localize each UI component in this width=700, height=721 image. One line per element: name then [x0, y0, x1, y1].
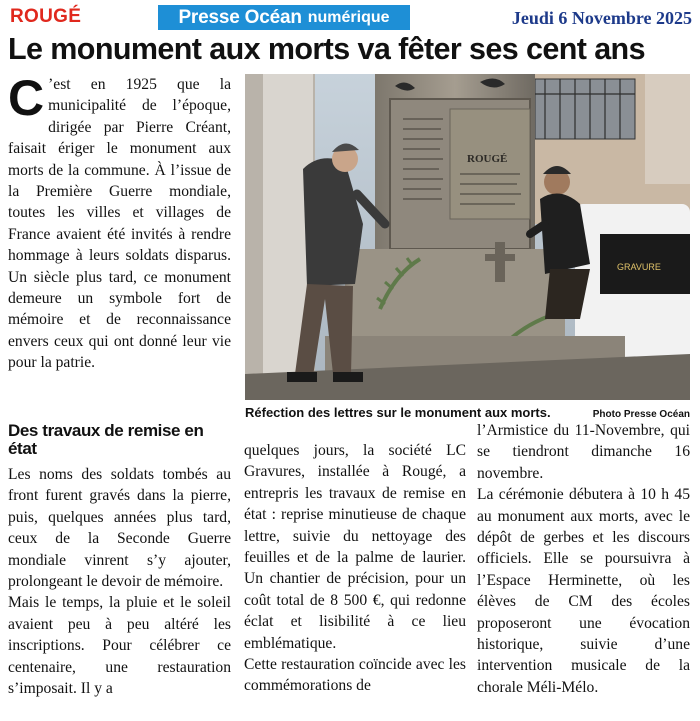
text-column-3 — [477, 420, 690, 698]
engraved-name: ROUGÉ — [467, 153, 508, 165]
paragraph: La cérémonie débutera à 10 h 45 au monument aux morts, avec le dépôt de gerbes et les discours officiels. Elle se poursuivra à l’Espace Herminette, où les élèves de CM des écoles proposeront une évocation historique, suivie d’une intervention musicale de la chorale Méli-Mélo. — [477, 486, 690, 696]
brand-name: Presse Océan — [178, 6, 302, 28]
article-intro — [8, 70, 231, 374]
issue-date: Jeudi 6 Novembre 2025 — [511, 8, 692, 28]
monument-photo-illustration — [245, 74, 690, 400]
section-rubric: ROUGÉ — [10, 6, 82, 27]
article-photo — [245, 74, 690, 400]
photo-credit: Photo Presse Océan — [592, 409, 690, 420]
drop-cap: C — [8, 70, 45, 126]
paragraph: l’Armistice du 11-Novembre, qui se tiendront dimanche 16 novembre. — [477, 422, 690, 482]
text-column-2 — [244, 440, 466, 697]
brand-subtitle: numérique — [307, 8, 390, 26]
paragraph: Mais le temps, la pluie et le soleil avaient peu à peu altéré les inscriptions. Pour célébrer ce centenaire, une restauration s’imposait. Il y a — [8, 594, 231, 698]
paragraph: Cette restauration coïncide avec les commémorations de — [244, 656, 466, 695]
paragraph: Les noms des soldats tombés au front furent gravés dans la pierre, puis, quelques années plus tard, ceux de la Seconde Guerre mondiale vinrent s’y ajouter, prolongeant le devoir de mémoire. — [8, 466, 231, 591]
article-subhead: Des travaux de remise en état — [8, 421, 204, 458]
photo-caption-row — [245, 405, 690, 420]
intro-text: ’est en 1925 que la municipalité de l’époque, dirigée par Pierre Créant, faisait ériger le monument aux morts de la commune. À l’issue de la Première Guerre mondiale, toutes les villes et villages de France avaient été invités à rendre hommage à leurs soldats disparus. Un siècle plus tard, ce monument demeure un symbole fort de mémoire et de reconnaissance envers ceux qui ont donné leur vie pour la patrie. — [8, 76, 231, 372]
newspaper-masthead — [158, 5, 410, 30]
van-logo-text: GRAVURE — [617, 262, 661, 272]
text-column-1 — [8, 464, 231, 699]
paragraph: quelques jours, la société LC Gravures, installée à Rougé, a entrepris les travaux de remise en état : reprise minutieuse de chaque lettre, suivie du nettoyage des feuilles et de la palme de laurier. Un chantier de précision, pour un coût total de 8 500 €, qui redonne éclat et lisibilité à ce lieu emblématique. — [244, 442, 466, 652]
photo-caption: Réfection des lettres sur le monument aux morts. — [245, 405, 551, 420]
article-headline: Le monument aux morts va fêter ses cent ans — [8, 32, 645, 66]
